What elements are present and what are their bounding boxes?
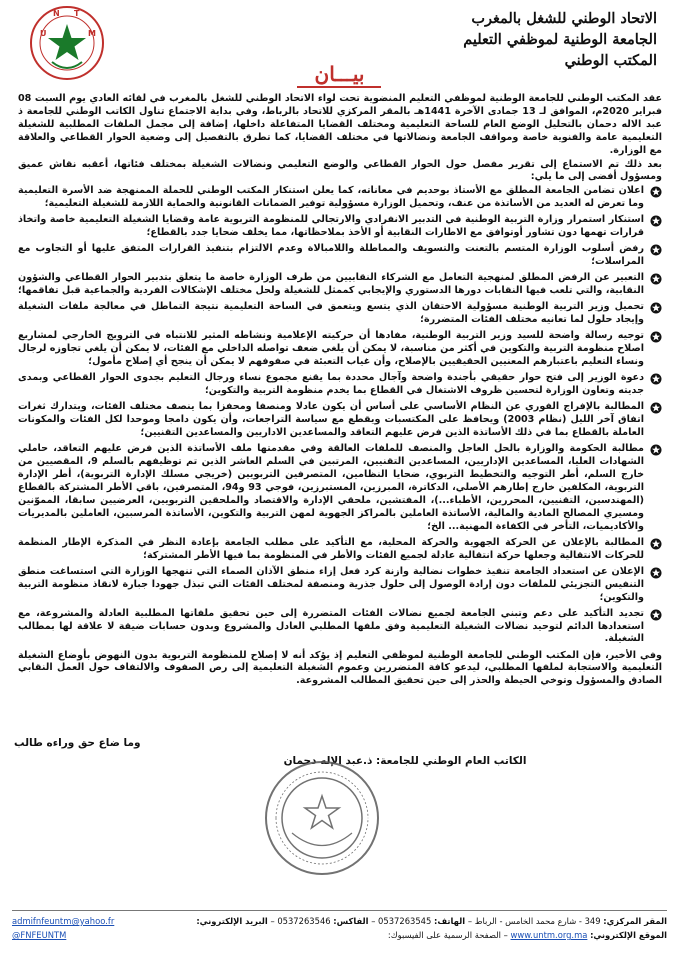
item-text: التعبير عن الرفض المطلق لمنهجية التعامل مع الشركاء النقابيين من طرف الوزارة خاصة ما يتعلق بتدبير الحوار القطاعي والشؤون النقابية، والتي تلعب فيها النقابات دورها الدستوري والإيجابي كممثل للشغيلة ولحل مختلف الإشكالات الفردية والجماعية قبل تفاقمها؛ <box>17 272 644 297</box>
title-underline <box>297 86 381 88</box>
footer-row-contacts <box>12 914 667 928</box>
closing-phrase: وما ضاع حق وراءه طالب <box>14 737 141 749</box>
official-stamp-icon <box>262 758 382 878</box>
list-item <box>18 272 662 298</box>
list-item <box>18 185 662 211</box>
facebook-label: الصفحة الرسمية على الفيسبوك: <box>387 930 502 940</box>
item-text: اعلان تضامن الجامعة المطلق مع الأستاذ بوحديم في معاناته، كما يعلن استنكار المكتب الوطني للحملة الممنهجة ضد الأسرة التعليمية وما تعرض له العديد من الأساتذة من عنف، وتحميل الوزارة مسؤولية توفير الضمانات القانونية والحماية اللازمة للشغيلة التعليمية؛ <box>18 185 644 210</box>
contact-footer <box>12 914 667 956</box>
statement-body <box>18 93 662 689</box>
star-bullet-icon <box>650 538 662 550</box>
fax-value: 0537263546 <box>277 916 331 926</box>
item-text: الإعلان عن استعداد الجامعة تنفيذ خطوات نضالية وازنة كرد فعل إزاء منطق الآذان الصماء التي تنهجها الوزارة التي استساغت منطق التنفيس التجزيئي للملفات دون إرادة الوصول إلى حلول جذرية ومنصفة لمختلف الفئات التي تبذل جهودا جبارة لانقاذ منظومة التربية والتكوين؛ <box>18 565 644 603</box>
list-item <box>18 401 662 440</box>
star-bullet-icon <box>650 331 662 343</box>
item-text: تجديد التأكيد على دعم وتبني الجامعة لجميع نضالات الفئات المتضررة إلى حين تحقيق ملفاتها المطلبية العادلة والمشروعة، مع استعدادها الدائم لتوحيد نضالات الشغيلة التعليمية وفق ملفها المطلبي العادل والمشروع وبدون حسابات ضيقة لا علاقة لها بمطالب الشغيلة. <box>18 607 644 645</box>
address-label: المقر المركزي: <box>603 916 667 926</box>
address-value: 349 - شارع محمد الخامس - الرباط <box>474 916 601 926</box>
star-bullet-icon <box>650 567 662 579</box>
intro-paragraph: عقد المكتب الوطني للجامعة الوطنية لموظفي التعليم المنضوية تحت لواء الاتحاد الوطني للشغل بالمغرب في لقائه العادي يوم السبت 08 فبراير 2020م، الموافق لـ 13 جمادى الآخرة 1441هـ بالمقر المركزي للاتحاد بالرباط، وفي بداية الاجتماع تناول الكاتب الوطني للجامعة ذ عبد الاله دحمان بالتحليل الوضع العام للساحة التعليمية ومختلف القضايا المتفاعلة داخلها، إضافة إلى مجمل الملفات المطلبية للشغيلة التعليمية عامة والفنوية خاصة ومواقف الجامعة ونضالاتها في مختلف القضايا، كما تطرق بالتفصيل إلى وضعية الحوار القطاعي والعلاقة مع الوزارة. <box>18 93 662 156</box>
star-bullet-icon <box>650 273 662 285</box>
federation-name: الجامعة الوطنية لموظفي التعليم <box>463 31 657 48</box>
svg-text:M: M <box>88 29 96 38</box>
list-item <box>18 214 662 240</box>
signature-line: الكاتب العام الوطني للجامعة: ذ.عبد الإله دحمان <box>283 755 527 767</box>
website-label: الموقع الإلكتروني: <box>590 930 667 940</box>
email-link[interactable]: admifnfeuntm@yahoo.fr <box>12 916 115 926</box>
footer-divider <box>12 910 667 911</box>
star-bullet-icon <box>650 244 662 256</box>
list-item <box>18 301 662 327</box>
list-item <box>18 443 662 533</box>
item-text: استنكار استمرار وزارة التربية الوطنية في التدبير الانفرادي والارتجالي للمنظومة التربوية عامة وقضايا الشغيلة التعليمية خاصة واتخاذ قرارات تهمها دون تشاور أوتوافق مع الاطارات النقابية أو الأخذ بملاحظاتها، مما يخلف ضحايا جدد بالقطاع؛ <box>18 214 644 239</box>
star-bullet-icon <box>650 373 662 385</box>
list-item <box>18 537 662 563</box>
address-block: المقر المركزي: 349 - شارع محمد الخامس - الرباط – الهاتف: 0537263545 – الفاكس: 0537263546 – البريد الإلكتروني: <box>196 916 667 926</box>
list-item <box>18 608 662 647</box>
star-bullet-icon <box>650 302 662 314</box>
phone-label: الهاتف: <box>434 916 466 926</box>
star-bullet-icon <box>650 402 662 414</box>
list-item <box>18 330 662 369</box>
document-title: بيـــان <box>314 62 365 86</box>
conclusion-paragraph: وفي الأخير، فإن المكتب الوطني للجامعة الوطنية لموظفي التعليم إذ يؤكد أنه لا إصلاح للمنظومة التربوية بدون النهوض بأوضاع الشغيلة التعليمية والاستجابة لملفها المطلبي، ليدعو كافة المتضررين وعموم الشغيلة التعليمية إلى رص الصفوف والالتفاف حول العمل النقابي الصادق والمسؤول وتوخي الحيطة والحذر إلى حين تحقيق المطالب المشروعة. <box>18 649 662 687</box>
item-text: المطالبة بالإفراج الفوري عن النظام الأساسي على أساس أن يكون عادلا ومنصفا ومحفزا بما ينصف مختلف الفئات، ويتدارك ثغرات اتفاق آخر الليل (نظام 2003) ويحافظ على المكتسبات ويقطع مع سياسة التراجعات، وأن يكون دامجا وموحدا لكل الفئات والمكونات العاملة بالقطاع بما في ذلك الأساتذة الذين فرض عليهم التعاقد والمساعدين الاداريين والمساعدين التقنيين؛ <box>18 401 644 439</box>
website-block: الموقع الإلكتروني: www.untm.org.ma – الصفحة الرسمية على الفيسبوك: <box>387 930 667 940</box>
union-name: الاتحاد الوطني للشغل بالمغرب <box>471 10 657 27</box>
facebook-link[interactable]: @FNFEUNTM <box>12 930 67 940</box>
star-bullet-icon <box>650 609 662 621</box>
intro-paragraph: بعد ذلك تم الاستماع إلى تقرير مفصل حول الحوار القطاعي والوضع التعليمي ونضالات الشغيلة بمختلف فئاتها، أعقبه نقاش عميق ومسؤول أفضى إلى ما يلي: <box>18 158 662 183</box>
star-bullet-icon <box>650 186 662 198</box>
item-text: توجيه رسالة واضحة للسيد وزير التربية الوطنية، مفادها أن حركيته الإعلامية ونشاطه المثير للانتباه في الترويج الخارجي لمشاريع اصلاح منظومة التربية والتكوين في أكثر من مناسبة، لا يمكن أن يلغي ضعف تواصله الداخلي مع الفئات، لا يمكن أن يلغي تجاوزه لرجال ونساء التعليم باعتبارهم المعنيين الحقيقيين بالإصلاح، وأن غياب التعبئة في صفوفهم لا يمكن أن ينجح أي إصلاح مأمول؛ <box>18 330 644 368</box>
email-label: البريد الإلكتروني: <box>196 916 268 926</box>
footer-row-web <box>12 928 667 942</box>
item-text: دعوة الوزير إلى فتح حوار حقيقي بأجندة واضحة وآجال محددة بما يقنع مجموع نساء ورجال التعليم بجدوى الحوار القطاعي وبمدى جديته وتعاون الوزارة لتحسين ظروف الاشتغال في القطاع بما يخدم منظومة التربية والتكوين؛ <box>18 372 644 397</box>
list-item <box>18 372 662 398</box>
star-bullet-icon <box>650 215 662 227</box>
star-bullet-icon <box>650 444 662 456</box>
svg-text:U: U <box>40 29 47 38</box>
list-item <box>18 243 662 269</box>
list-item <box>18 566 662 605</box>
website-link[interactable]: www.untm.org.ma <box>510 930 588 940</box>
item-text: تحميل وزير التربية الوطنية مسؤولية الاحتقان الذي يتسع ويتعمق في الساحة التعليمية نتيجة التماطل في معالجة ملفات الشغيلة وإيجاد حلول لما تعانيه مختلف الفئات المتضررة؛ <box>18 301 644 326</box>
svg-text:N: N <box>53 9 60 18</box>
fax-label: الفاكس: <box>333 916 369 926</box>
item-text: رفض أسلوب الوزارة المتسم بالتعنت والتسويف والمماطلة واللامبالاة وعدم الالتزام بتنفيذ القرارات المتفق عليها أو التجاوب مع المراسلات؛ <box>18 243 644 268</box>
phone-value: 0537263545 <box>378 916 432 926</box>
office-name: المكتب الوطني <box>564 52 657 69</box>
item-text: المطالبة بالإعلان عن الحركة الجهوية والحركة المحلية، مع التأكيد على مطلب الجامعة بإعادة النظر في المذكرة الإطار المنظمة للحركات الانتقالية وجعلها حركة انتقالية عادلة لجميع الفئات والأطر في المنظومة بما فيها الأطر المشتركة؛ <box>18 536 644 561</box>
item-text: مطالبة الحكومة والوزارة بالحل العاجل والمنصف للملفات العالقة وفي مقدمتها ملف الأساتذة الذين فرض عليهم التعاقد، حاملي الشهادات العليا، المساعدين الإداريين، المساعدين التقنيين، المرتبين في السلم العاشر الذين تم توظيفهم بالسلم 9، المقصيين من خارج السلم، أطر التوجيه والتخطيط التربوي، ضحايا النظامين، المتصرفين التربويين (خريجي مسلك الإدارة التربوية)، أطر الإدارة التربوية، المكلفين خارج إطارهم الأصلي، الدكاترة، المبرزين، المستبرزين، فوجي 93 و94، المتصرفين، باقي الأطر المشتركة بالقطاع (المهندسين، التقنيين، المحررين، الأطباء...)، المفتشين، ملحقي الإدارة والاقتصاد والملحقين التربويين، العرضيين سابقا، المموّنين ومسيري المصالح المادية والمالية، الأساتذة العاملين بالمراكز الجهوية لمهن التربية والتكوين، الأساتذة المرسبين، العاملين بالمديريات والأكاديميات، التأخر في الكفاءة المهنية... الخ؛ <box>18 443 645 532</box>
svg-text:T: T <box>74 9 80 18</box>
